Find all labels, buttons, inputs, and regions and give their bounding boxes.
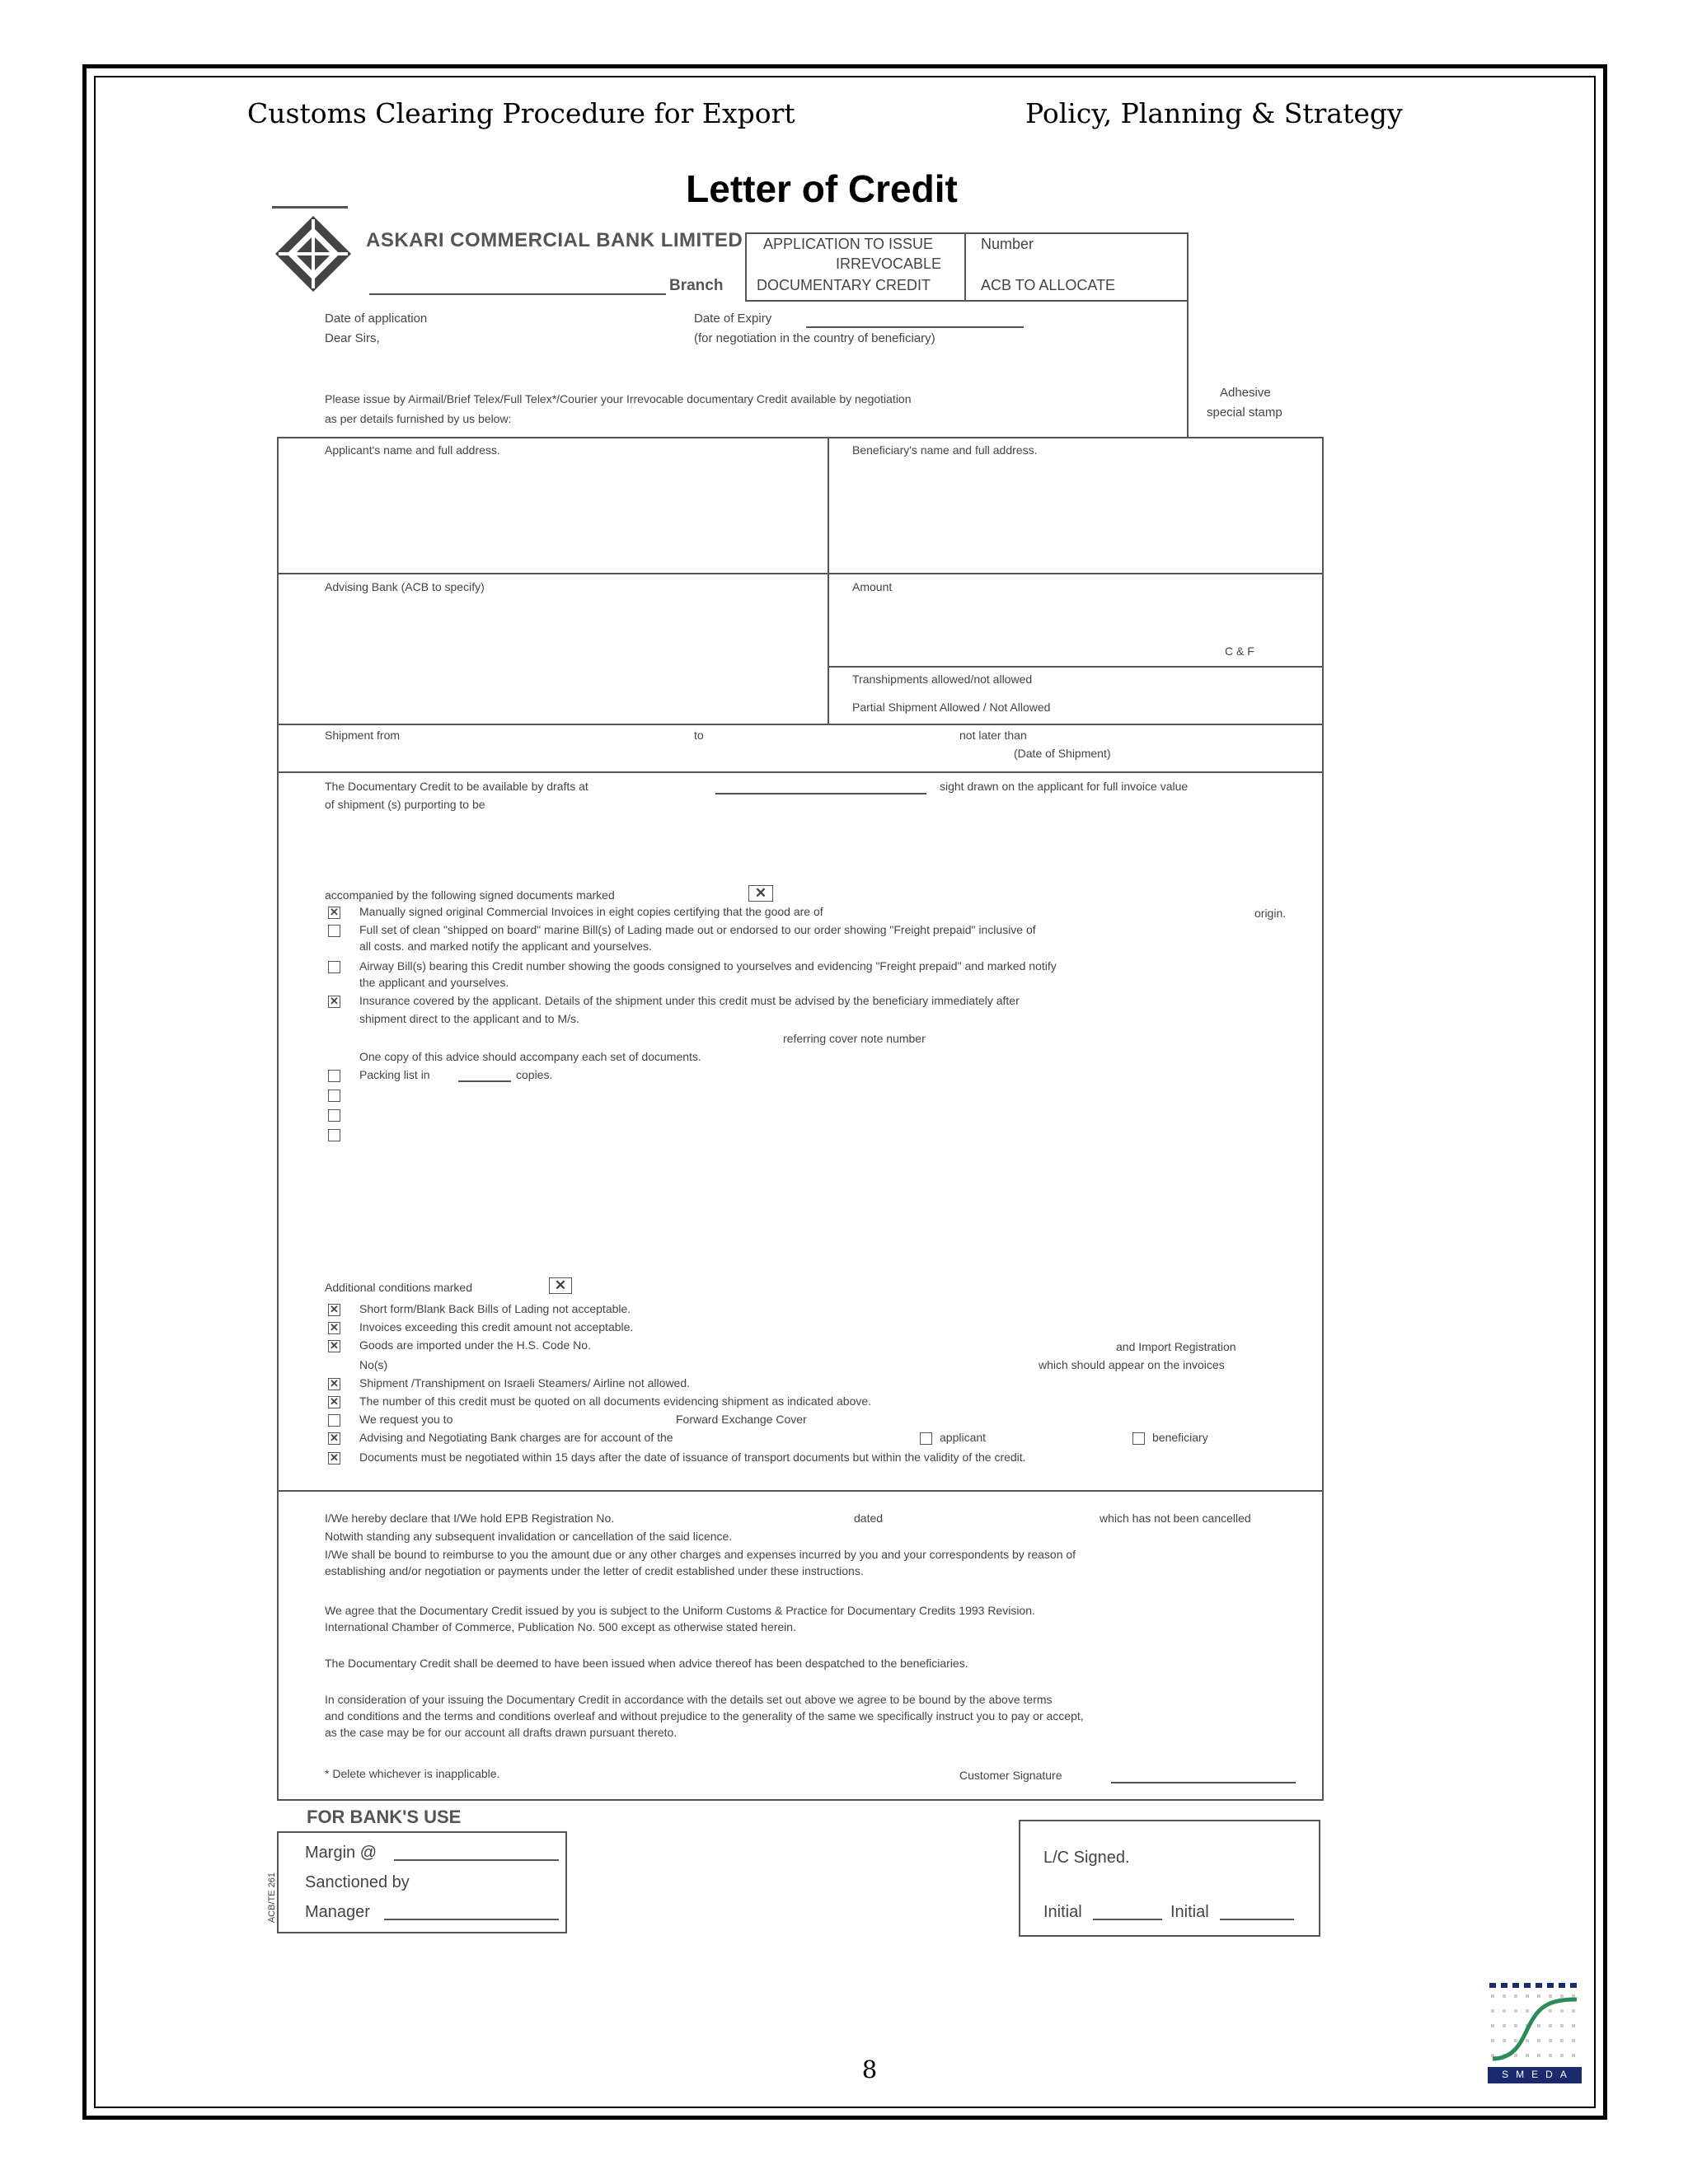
expiry-line — [806, 326, 1024, 328]
doc-airway-bill-text: Airway Bill(s) bearing this Credit number showing the goods consigned to yourselves and evidencing "Freight prepaid" and marked notify — [359, 959, 1057, 972]
logo-underline — [272, 206, 348, 209]
date-of-application: Date of application — [325, 312, 428, 326]
ucp-line-2: International Chamber of Commerce, Publication No. 500 except as otherwise stated herein. — [325, 1620, 796, 1633]
cond-short-form-checkbox[interactable]: ✕ — [328, 1304, 340, 1316]
initial-label-1: Initial — [1043, 1903, 1082, 1921]
initial-label-2: Initial — [1170, 1903, 1209, 1921]
form-row-line-3 — [277, 771, 1324, 773]
app-box-line-3: DOCUMENTARY CREDIT — [757, 277, 931, 293]
margin-label: Margin @ — [305, 1844, 377, 1862]
doc-airway-bill-text-2: the applicant and yourselves. — [359, 976, 509, 989]
cond-nos: No(s) — [359, 1358, 388, 1371]
epb-declaration: I/We hereby declare that I/We hold EPB Registration No. — [325, 1511, 615, 1525]
purporting-text: of shipment (s) purporting to be — [325, 798, 485, 811]
document-title: Letter of Credit — [686, 167, 958, 210]
declaration-line-3: I/We shall be bound to reimburse to you the amount due or any other charges and expenses incurred by you and your correspondents by reason of — [325, 1548, 1076, 1561]
doc-extra-checkbox-2[interactable] — [328, 1109, 340, 1122]
epb-dated: dated — [854, 1511, 884, 1525]
initial-line-1 — [1093, 1919, 1162, 1920]
app-box-line-1: APPLICATION TO ISSUE — [763, 236, 934, 252]
form-row-line-4 — [277, 1490, 1324, 1492]
cond-israeli-checkbox[interactable]: ✕ — [328, 1378, 340, 1390]
documents-heading: accompanied by the following signed documents marked — [325, 888, 615, 902]
number-label: Number — [981, 236, 1034, 252]
customer-signature-label: Customer Signature — [959, 1769, 1062, 1782]
doc-insurance-text: Insurance covered by the applicant. Details of the shipment under this credit must be advised by the beneficiary immediately after — [359, 994, 1020, 1007]
conditions-heading: Additional conditions marked — [325, 1281, 472, 1294]
doc-bill-of-lading-text: Full set of clean "shipped on board" marine Bill(s) of Lading made out or endorsed to our order showing "Freight prepaid" inclusive of — [359, 923, 1036, 936]
cond-hs-code-checkbox[interactable]: ✕ — [328, 1340, 340, 1352]
amount-label: Amount — [852, 580, 893, 593]
bank-name: ASKARI COMMERCIAL BANK LIMITED — [366, 229, 743, 251]
per-details: as per details furnished by us below: — [325, 412, 512, 425]
cond-israeli-text: Shipment /Transhipment on Israeli Steamers/ Airline not allowed. — [359, 1376, 691, 1390]
deemed-issued-line: The Documentary Credit shall be deemed to have been issued when advice thereof has been despatched to the beneficiaries. — [325, 1657, 968, 1670]
dear-sirs: Dear Sirs, — [325, 331, 380, 345]
doc-invoice-text: Manually signed original Commercial Invoices in eight copies certifying that the good are of — [359, 905, 823, 918]
conditions-marked-box: ✕ — [549, 1277, 572, 1294]
cond-forward-exchange-text: Forward Exchange Cover — [676, 1413, 807, 1426]
credit-available-text: The Documentary Credit to be available by drafts at — [325, 780, 588, 793]
cond-invoices-checkbox[interactable]: ✕ — [328, 1322, 340, 1334]
shipment-from-label: Shipment from — [325, 729, 401, 742]
form-center-divider — [828, 437, 829, 724]
application-box-divider — [964, 232, 966, 302]
manager-line — [384, 1919, 559, 1920]
doc-extra-checkbox-1[interactable] — [328, 1090, 340, 1102]
delete-note: * Delete whichever is inapplicable. — [325, 1767, 500, 1780]
doc-insurance-text-2: shipment direct to the applicant and to M/s. — [359, 1012, 579, 1025]
consideration-line-1: In consideration of your issuing the Documentary Credit in accordance with the details set out above we agree to be bound by the above terms — [325, 1693, 1053, 1706]
packing-list-text: Packing list in — [359, 1068, 430, 1081]
please-issue: Please issue by Airmail/Brief Telex/Full Telex*/Courier your Irrevocable documentary Credit available by negotiation — [325, 392, 912, 405]
application-form — [277, 437, 1324, 1801]
cond-short-form-text: Short form/Blank Back Bills of Lading not acceptable. — [359, 1302, 631, 1315]
header-right: Policy, Planning & Strategy — [1025, 97, 1403, 129]
cond-charges-text: Advising and Negotiating Bank charges are for account of the — [359, 1431, 673, 1444]
sanctioned-by-label: Sanctioned by — [305, 1873, 410, 1891]
app-box-line-2: IRREVOCABLE — [836, 255, 942, 272]
form-row-line-amount — [828, 666, 1324, 668]
doc-bill-of-lading-text-2: all costs. and marked notify the applicant and yourselves. — [359, 940, 652, 953]
page-number: 8 — [861, 2055, 878, 2083]
documents-marked-box: ✕ — [748, 885, 773, 902]
branch-line — [369, 293, 666, 295]
shipment-to-label: to — [694, 729, 704, 742]
branch-label: Branch — [669, 277, 724, 294]
askari-bank-logo — [272, 213, 354, 295]
applicant-label: Applicant's name and full address. — [325, 443, 500, 457]
beneficiary-label: Beneficiary's name and full address. — [852, 443, 1038, 457]
ucp-line-1: We agree that the Documentary Credit issued by you is subject to the Uniform Customs & Practice for Documentary Credits 1993 Revision. — [325, 1604, 1035, 1617]
stamp-area-border — [1187, 302, 1189, 437]
consideration-line-2: and conditions and the terms and conditions overleaf and without prejudice to the generality of the same we specifically instruct you to pay or accept, — [325, 1709, 1084, 1722]
cond-charges-checkbox[interactable]: ✕ — [328, 1432, 340, 1445]
cond-hs-code-text: Goods are imported under the H.S. Code No. — [359, 1338, 591, 1352]
beneficiary-checkbox[interactable] — [1132, 1432, 1145, 1445]
date-of-shipment-label: (Date of Shipment) — [1014, 747, 1111, 760]
doc-extra-checkbox-3[interactable] — [328, 1129, 340, 1141]
negotiation-note: (for negotiation in the country of beneficiary) — [694, 331, 935, 345]
doc-packing-list-checkbox[interactable] — [328, 1070, 340, 1082]
consideration-line-3: as the case may be for our account all drafts drawn pursuant thereto. — [325, 1726, 678, 1739]
margin-line — [394, 1859, 559, 1861]
header-left: Customs Clearing Procedure for Export — [247, 97, 795, 129]
cond-invoices-text: Invoices exceeding this credit amount not acceptable. — [359, 1320, 634, 1333]
doc-invoice-checkbox[interactable]: ✕ — [328, 907, 340, 919]
doc-invoice-origin: origin. — [1254, 907, 1287, 920]
transhipment-label: Transhipments allowed/not allowed — [852, 673, 1033, 686]
cond-import-registration: and Import Registration — [1116, 1340, 1236, 1353]
acb-allocate-label: ACB TO ALLOCATE — [981, 277, 1116, 293]
applicant-option-label: applicant — [940, 1431, 987, 1444]
packing-list-line — [458, 1080, 511, 1082]
lc-signed-label: L/C Signed. — [1043, 1849, 1130, 1867]
cond-request-text: We request you to — [359, 1413, 453, 1426]
one-copy-text: One copy of this advice should accompany each set of documents. — [359, 1050, 701, 1063]
cond-forward-cover-checkbox[interactable] — [328, 1414, 340, 1427]
bank-use-title: FOR BANK'S USE — [307, 1807, 462, 1827]
partial-shipment-label: Partial Shipment Allowed / Not Allowed — [852, 701, 1051, 714]
special-stamp-label: special stamp — [1207, 405, 1282, 419]
adhesive-label: Adhesive — [1220, 386, 1271, 400]
customer-signature-line[interactable] — [1111, 1782, 1296, 1783]
epb-not-cancelled: which has not been cancelled — [1100, 1511, 1251, 1525]
not-later-than-label: not later than — [959, 729, 1027, 742]
cond-15-days-checkbox[interactable]: ✕ — [328, 1452, 340, 1465]
applicant-checkbox[interactable] — [920, 1432, 932, 1445]
form-row-line-1 — [277, 573, 1324, 574]
doc-bill-of-lading-checkbox[interactable] — [328, 925, 340, 937]
copies-text: copies. — [516, 1068, 553, 1081]
date-of-expiry: Date of Expiry — [694, 312, 772, 326]
declaration-line-2: Notwith standing any subsequent invalidation or cancellation of the said licence. — [325, 1530, 733, 1543]
cond-15-days-text: Documents must be negotiated within 15 days after the date of issuance of transport documents but within the validity of the credit. — [359, 1451, 1026, 1464]
cover-note-text: referring cover note number — [783, 1032, 926, 1045]
cond-credit-number-text: The number of this credit must be quoted on all documents evidencing shipment as indicated above. — [359, 1394, 872, 1408]
form-row-line-2 — [277, 724, 1324, 725]
cond-credit-number-checkbox[interactable]: ✕ — [328, 1396, 340, 1408]
sight-drawn-text: sight drawn on the applicant for full invoice value — [940, 780, 1189, 793]
form-code: ACB/TE 261 — [266, 1872, 277, 1924]
advising-bank-label: Advising Bank (ACB to specify) — [325, 580, 485, 593]
doc-insurance-checkbox[interactable]: ✕ — [328, 996, 340, 1008]
drafts-line — [715, 793, 926, 794]
doc-airway-bill-checkbox[interactable] — [328, 961, 340, 973]
manager-label: Manager — [305, 1903, 370, 1921]
cf-label: C & F — [1225, 644, 1254, 658]
cond-appear-invoices: which should appear on the invoices — [1039, 1358, 1225, 1371]
smeda-logo-text: SMEDA — [1502, 2069, 1574, 2080]
beneficiary-option-label: beneficiary — [1152, 1431, 1208, 1444]
declaration-line-4: establishing and/or negotiation or payments under the letter of credit established under these instructions. — [325, 1564, 864, 1577]
initial-line-2 — [1220, 1919, 1294, 1920]
